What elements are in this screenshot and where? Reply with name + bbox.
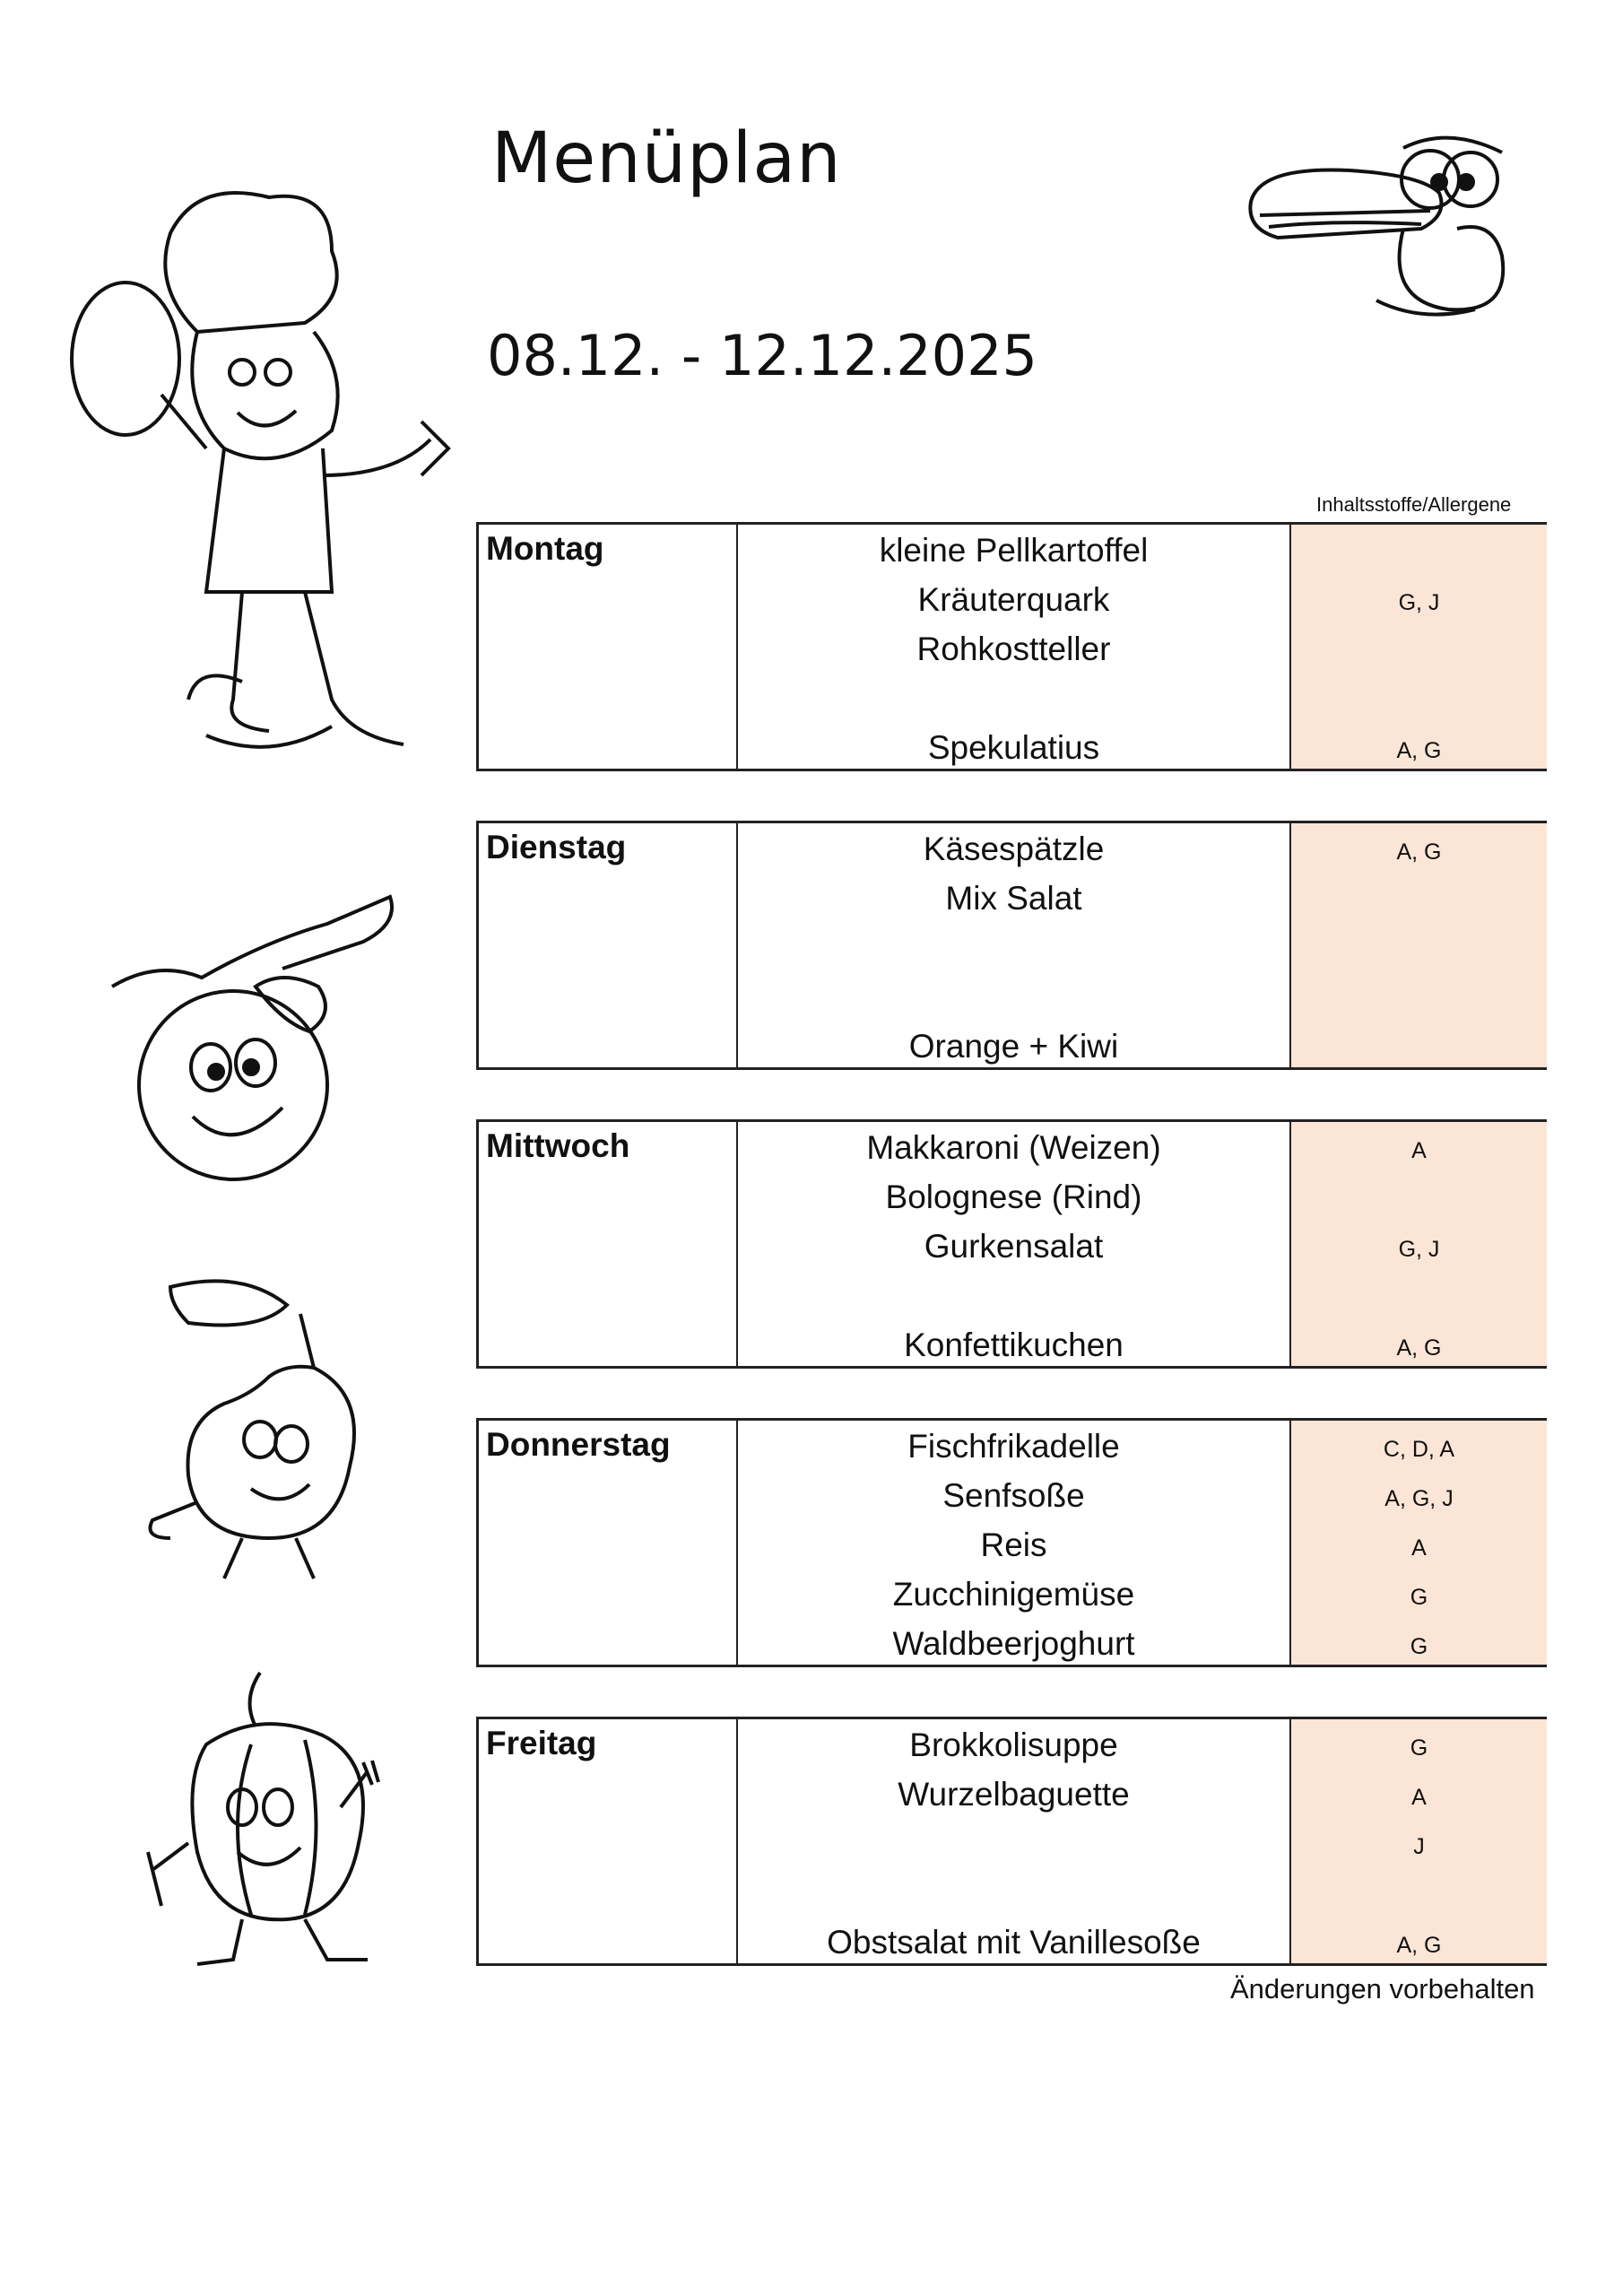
dish-line: Senfsoße — [942, 1477, 1085, 1514]
allergen-line: A, G, J — [1384, 1486, 1454, 1511]
allergen-line: A — [1411, 1138, 1427, 1163]
allergen-line: J — [1413, 1834, 1425, 1859]
day-table-montag — [476, 522, 1547, 771]
dish-line: Orange + Kiwi — [908, 1028, 1119, 1065]
day-cell — [479, 525, 738, 769]
pepper-illustration — [135, 1664, 404, 1969]
pear-illustration — [135, 1269, 395, 1583]
day-name: Donnerstag — [486, 1426, 671, 1463]
allergen-line: G, J — [1398, 1237, 1440, 1262]
allergen-cell — [1291, 1122, 1547, 1366]
dish-line: Zucchinigemüse — [892, 1576, 1135, 1613]
day-table-freitag — [476, 1717, 1547, 1966]
allergen-line: A, G — [1396, 839, 1442, 865]
allergen-line: A — [1411, 1785, 1427, 1810]
date-range: 08.12. - 12.12.2025 — [487, 323, 1037, 388]
menu-cell — [738, 1719, 1291, 1963]
day-name: Freitag — [486, 1725, 597, 1761]
day-cell — [479, 823, 738, 1067]
chef-boy-illustration — [63, 179, 466, 798]
dish-line: Spekulatius — [927, 729, 1100, 766]
dish-line: Obstsalat mit Vanillesoße — [827, 1924, 1201, 1961]
dish-line: Mix Salat — [945, 880, 1082, 917]
day-name: Montag — [486, 530, 604, 567]
allergen-line: A, G — [1396, 738, 1442, 763]
dish-line: Fischfrikadelle — [907, 1428, 1120, 1465]
day-cell — [479, 1122, 738, 1366]
day-table-mittwoch — [476, 1119, 1547, 1369]
page-title: Menüplan — [491, 118, 842, 199]
day-name: Dienstag — [486, 829, 627, 865]
allergen-cell — [1291, 1719, 1547, 1963]
day-name: Mittwoch — [486, 1127, 630, 1164]
menu-cell — [738, 823, 1291, 1067]
allergen-cell — [1291, 525, 1547, 769]
allergen-line: A — [1411, 1535, 1427, 1561]
allergen-line: G, J — [1398, 590, 1440, 615]
dish-line: Waldbeerjoghurt — [892, 1625, 1135, 1662]
dish-line: Gurkensalat — [924, 1228, 1104, 1265]
allergen-column-header: Inhaltsstoffe/Allergene — [1316, 493, 1512, 516]
dish-line: Brokkolisuppe — [909, 1726, 1118, 1763]
dish-line: Wurzelbaguette — [898, 1776, 1130, 1813]
day-table-donnerstag — [476, 1418, 1547, 1667]
day-cell — [479, 1421, 738, 1665]
allergen-line: G — [1410, 1585, 1428, 1610]
dish-line: Kräuterquark — [917, 581, 1110, 618]
allergen-line: G — [1410, 1735, 1428, 1761]
dish-line: Konfettikuchen — [904, 1326, 1124, 1363]
allergen-line: G — [1410, 1634, 1428, 1659]
footer-note: Änderungen vorbehalten — [1230, 1973, 1535, 2005]
menu-cell — [738, 1421, 1291, 1665]
menu-cell — [738, 525, 1291, 769]
allergen-line: A, G — [1396, 1933, 1442, 1958]
dish-line: Bolognese (Rind) — [885, 1178, 1142, 1215]
dish-line: Rohkostteller — [916, 631, 1111, 667]
dish-line: Reis — [980, 1526, 1047, 1563]
cat-with-sandwich-illustration — [1242, 130, 1520, 327]
day-table-dienstag — [476, 821, 1547, 1070]
dish-line: Makkaroni (Weizen) — [866, 1129, 1161, 1166]
dish-line: kleine Pellkartoffel — [879, 532, 1149, 569]
menu-cell — [738, 1122, 1291, 1366]
allergen-line: A, G — [1396, 1335, 1442, 1361]
day-cell — [479, 1719, 738, 1963]
allergen-cell — [1291, 1421, 1547, 1665]
dish-line: Käsespätzle — [923, 831, 1105, 867]
allergen-line: C, D, A — [1383, 1437, 1455, 1462]
tomato-illustration — [103, 888, 399, 1193]
allergen-cell — [1291, 823, 1547, 1067]
